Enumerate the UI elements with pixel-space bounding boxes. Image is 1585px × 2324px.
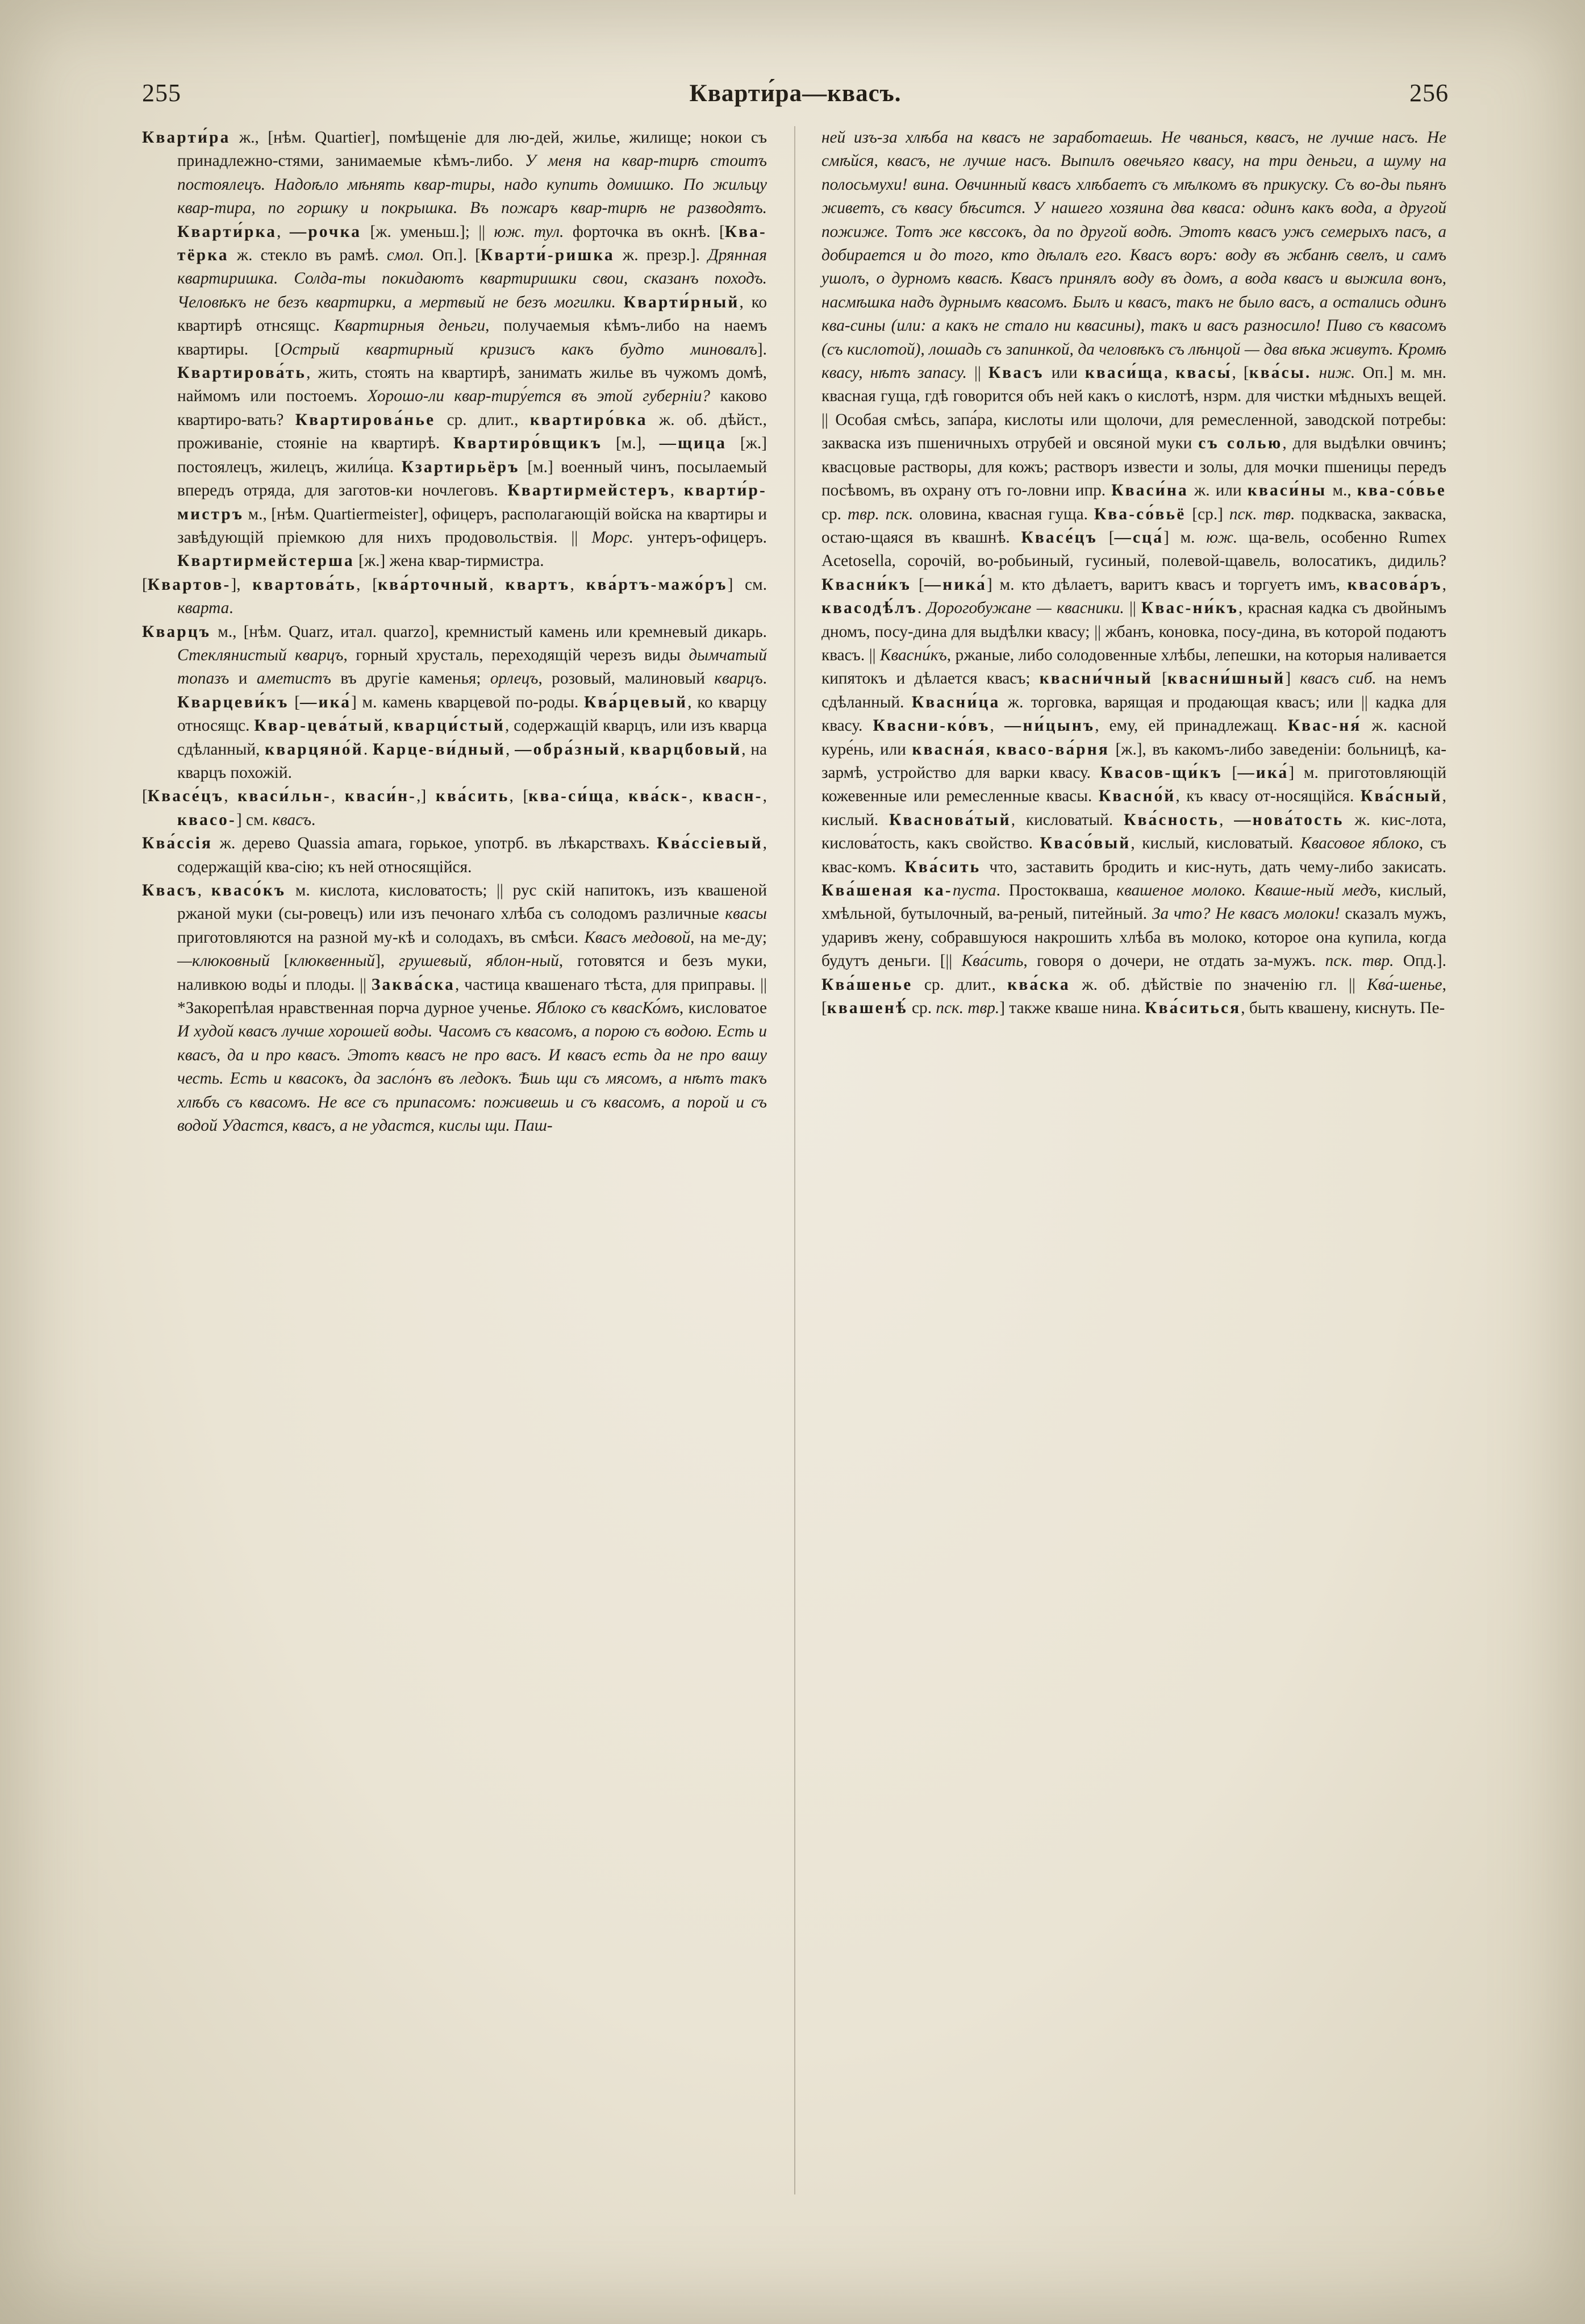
right-column bbox=[821, 126, 1446, 2194]
entry-kvas: Квасъ, квасо́къ м. кислота, кисловатость; || рус скій напитокъ, изъ квашеной ржаной муки (сы-ровецъ) или изъ печонаго хлѣба съ солодомъ различные квасы приготовляются на разной му-кѣ и солодахъ, въ смѣси. Квасъ медовой, на ме-ду; —клюковный [клюквенный], грушевый, яблон-ный, готовятся и безъ муки, наливкою воды́ и плоды. || Заква́ска, частица квашенаго тѣста, для приправы. || *Закорепѣлая нравственная порча дурное ученье. Яблоко съ квасКо́мъ, кисловатое И худой квасъ лучше хорошей воды. Часомъ съ квасомъ, а порою съ водою. Есть и квасъ, да и про квасъ. Этотъ квасъ не про васъ. И квасъ есть да не про вашу честь. Есть и квасокъ, да засло́нъ въ ледокъ. Ѣшь щи съ мясомъ, а нѣтъ такъ хлѣбъ съ квасомъ. Не все съ припасомъ: поживешь и съ квасомъ, а порой и съ водой Удастся, квасъ, а не удастся, кислы щи. Паш- bbox=[142, 881, 767, 1135]
page-content bbox=[142, 74, 1449, 2250]
folio-right: 256 bbox=[1409, 79, 1449, 107]
page-title: Кварти́ра—квасъ. bbox=[689, 80, 902, 107]
running-head bbox=[142, 74, 1449, 116]
left-column bbox=[142, 126, 767, 2194]
entry-kvasets: [Квасе́цъ, кваси́льн-, кваси́н-,] ква́сить, [ква-си́ща, ква́ск-, квасн-, квасо-] см. квасъ. bbox=[142, 787, 767, 829]
entry-kvassiya: Ква́ссія ж. дерево Quassia amara, горькое, употрб. въ лѣкарствахъ. Ква́ссіевый, содержащій ква-сію; къ ней относящійся. bbox=[142, 834, 767, 876]
entry-kvartov: [Квартов-], квартова́ть, [ква́рточный, квартъ, ква́ртъ-мажо́ръ] см. кварта. bbox=[142, 575, 768, 618]
columns bbox=[142, 126, 1449, 2194]
entry-kvas-continued: ней изъ-за хлѣба на квасъ не заработаешь. Не чванься, квасъ, не лучше насъ. Не смѣйся, квасъ, не лучше насъ. Выпилъ овечьяго квасу, на три деньги, а шуму на полосьмухи! вина. Овчинный квасъ хлѣбаетъ съ мѣлкомъ въ прикуску. Съ во-ды пьянъ живетъ, съ квасу бѣсится. У нашего хозяина два кваса: одинъ какъ вода, а другой пожиже. Тотъ же квссокъ, да по другой водѣ. Этотъ квасъ ужъ семерыхъ пасъ, а добирается и до того, кто дѣлалъ его. Квасъ воръ: воду въ жбанѣ свелъ, и самъ ушолъ, о дурномъ квасѣ. Квасъ принялъ воду въ домъ, а вода квасъ и выжила вонъ, насмѣшка надъ дурнымъ квасомъ. Былъ и квасъ, такъ не было васъ, а остались одинъ ква-сины (или: а какъ не стало ни квасины), такъ и васъ разносило! Пиво съ квасомъ (съ кислотой), лошадь съ запинкой, да человѣкъ съ лѣнцой — два вѣка живутъ. Кромѣ квасу, нѣтъ запасу. || Квасъ или кваси́ща, квасы́, [ква́сы. ниж. Оп.] м. мн. квасная гуща, гдѣ говорится объ ней какъ о кислотѣ, нзрм. для чистки мѣдныхъ вещей. || Особая смѣсь, запа́ра, кислоты или щолочи, для ремесленной, заводской потребы: закваска изъ пшеничныхъ отрубей и овсяной муки съ солью, для выдѣлки овчинъ; квасцовые растворы, для кожъ; растворъ извести и золы, для мочки пшеницы передъ посѣвомъ, въ охрану отъ го-ловни ипр. Кваси́на ж. или кваси́ны м., ква-со́вье ср. твр. пск. оловина, квасная гуща. Ква-со́вьё [ср.] пск. твр. подкваска, закваска, остаю-щаяся въ квашнѣ. Квасе́цъ [—сца́] м. юж. ща-вель, особенно Rumex Acetosella, сорочій, во-робьиный, гусиный, полевой-щавель, волосатикъ, дидиль? Квасни́къ [—ника́] м. кто дѣлаетъ, варитъ квасъ и торгуетъ имъ, квасова́ръ, квасодѣ́лъ. Дорогобужане — квасники. || Квас-ни́къ, красная кадка съ двойнымъ дномъ, посу-дина для выдѣлки квасу; || жбанъ, коновка, посу-дина, въ которой подаютъ квасъ. || Квасни́къ, ржаные, либо солодовенные хлѣбы, лепешки, на которыя наливается кипятокъ и дѣлается квасъ; квасни́чный [квасни́шный] квасъ сиб. на немъ сдѣланный. Квасни́ца ж. торговка, варящая и продающая квасъ; или || кадка для квасу. Квасни-ко́въ, —ни́цынъ, ему, ей принадлежащ. Квас-ня́ ж. касной куре́нь, или квасна́я, квасо-ва́рня [ж.], въ какомъ-либо заведеніи: больницѣ, ка-зармѣ, устройство для варки квасу. Квасов-щи́къ [—ика́] м. приготовляющій кожевенные или ремесленные квасы. Квасно́й, къ квасу от-носящійся. Ква́сный, кислый. Кваснова́тый, кисловатый. Ква́сность, —нова́тость ж. кис-лота, кислова́тость, какъ свойство. Квасо́вый, кислый, кисловатый. Квасовое яблоко, съ квас-комъ. Ква́сить что, заставить бродить и кис-нуть, дать чему-либо закисать. Ква́шеная ка-пуста. Простокваша, квашеное молоко. Кваше-ный медъ, кислый, хмѣльной, бутылочный, ва-реный, питейный. За что? Не квасъ молоки! сказалъ мужъ, ударивъ жену, собравшуюся накрошить хлѣба въ молоко, которое она купила, когда будутъ деньги. [|| Ква́сить, говоря о дочери, не отдать за-мужъ. пск. твр. Опд.]. Ква́шенье ср. длит., ква́ска ж. об. дѣйствіе по значенію гл. || Ква́-шенье, [квашенѣ́ ср. пск. твр.] также кваше нина. Ква́ситься, быть квашену, киснуть. Пе- bbox=[821, 128, 1447, 1018]
entry-kvartira: Кварти́ра ж., [нѣм. Quartier], помѣщеніе для лю-дей, жилье, жилище; нокои съ принадлежно-стями, занимаемые кѣмъ-либо. У меня на квар-тирѣ стоитъ постоялецъ. Надоѣло мѣнять квар-тиры, надо купить домишко. По жильцу квар-тира, по горшку и покрышка. Въ пожаръ квар-тирѣ не разводятъ. Кварти́рка, —рочка [ж. уменьш.]; || юж. тул. форточка въ окнѣ. [Ква-тёрка ж. стекло въ рамѣ. смол. Оп.]. [Кварти́-ришка ж. презр.]. Дрянная квартиришка. Солда-ты покидаютъ квартиришки свои, сказанъ походъ. Человѣкъ не безъ квартирки, а мертвый не безъ могилки. Кварти́рный, ко квартирѣ отнсящс. Квартирныя деньги, получаемыя кѣмъ-либо на наемъ квартиры. [Острый квартирный кризисъ какъ будто миновалъ]. Квартирова́ть, жить, стоять на квартирѣ, занимать жилье въ чужомъ домѣ, наймомъ или постоемъ. Хорошо-ли квар-тиру́ется въ этой губерніи? каково квартиро-вать? Квартирова́нье ср. длит., квартиро́вка ж. об. дѣйст., проживаніе, стояніе на квартирѣ. Квартиро́вщикъ [м.], —щица [ж.] постоялецъ, жилецъ, жили́ца. Кзартирьёръ [м.] военный чинъ, посылаемый впередъ отряда, для заготов-ки ночлеговъ. Квартирмейстеръ, кварти́р-мистръ м., [нѣм. Quartiermeister], офицеръ, располагающій войска на квартиры и завѣдующій пріемкою для нихъ продовольствія. || Морс. унтеръ-офицеръ. Квартирмейстерша [ж.] жена квар-тирмистра. bbox=[142, 128, 768, 570]
folio-left: 255 bbox=[142, 79, 181, 107]
entry-kvarts: Кварцъ м., [нѣм. Quarz, итал. quarzo], кремнистый камень или кремневый дикарь. Стеклянистый кварцъ, горный хрусталь, переходящій черезъ виды дымчатый топазъ и аметистъ въ другіе каменья; орлецъ, розовый, малиновый кварцъ. Кварцеви́къ [—ика́] м. камень кварцевой по-роды. Ква́рцевый, ко кварцу относящс. Квар-цева́тый, кварци́стый, содержащій кварцъ, или изъ кварца сдѣланный, кварцяно́й. Карце-ви́дный, —обра́зный, кварцбовый, на кварцъ похожій. bbox=[142, 622, 768, 782]
column-divider bbox=[794, 126, 795, 2194]
